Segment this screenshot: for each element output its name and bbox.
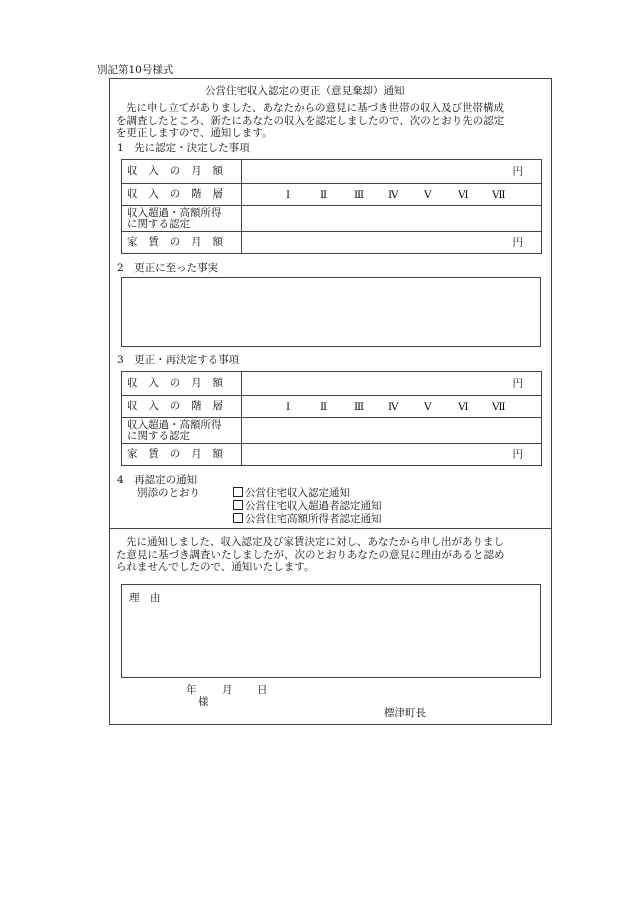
yen-unit: 円 xyxy=(512,235,523,248)
yen-unit: 円 xyxy=(512,164,523,177)
excess-row xyxy=(122,418,542,444)
option-high-income-notice[interactable]: 公営住宅高額所得者認定通知 xyxy=(233,513,382,526)
section4-heading: 4 再認定の通知 xyxy=(117,474,198,486)
addressee-suffix: 様 xyxy=(198,696,209,708)
grade-row xyxy=(122,184,542,206)
yen-unit: 円 xyxy=(512,376,523,389)
grade-value-field[interactable] xyxy=(242,184,542,206)
excess-row xyxy=(122,206,542,232)
income-row xyxy=(122,372,542,396)
grade-option[interactable]: Ⅰ xyxy=(286,400,291,413)
rejection-line: 先に通知しました、収入認定及び家賃決定に対し、あなたから申し出がありまし xyxy=(126,536,504,548)
section-divider xyxy=(110,528,551,529)
section3-heading: 3 更正・再決定する事項 xyxy=(117,354,240,366)
rent-value-field[interactable] xyxy=(242,444,542,466)
income-label: 収 入 の 月 額 xyxy=(122,372,242,396)
excess-label: 収入超過・高額所得 に関する認定 xyxy=(122,418,242,444)
grade-option[interactable]: Ⅱ xyxy=(320,188,328,201)
grade-label: 収 入 の 階 層 xyxy=(122,396,242,418)
reason-label: 理 由 xyxy=(129,592,161,604)
rent-row xyxy=(122,232,542,254)
option-receipt-notice[interactable]: 公営住宅収入認定通知 xyxy=(233,487,382,500)
intro-line: 先に申し立てがありました、あなたからの意見に基づき世帯の収入及び世帯構成 xyxy=(126,102,504,114)
checkbox[interactable] xyxy=(233,513,243,523)
intro-paragraph xyxy=(116,102,548,140)
income-value-field[interactable] xyxy=(242,372,542,396)
grade-label: 収 入 の 階 層 xyxy=(122,184,242,206)
intro-line: を更正しますので、通知します。 xyxy=(116,127,273,139)
excess-value-field[interactable] xyxy=(242,206,542,232)
section3-table xyxy=(121,371,542,466)
grade-option[interactable]: Ⅳ xyxy=(388,188,399,201)
date-year: 年 xyxy=(186,684,197,696)
reason-text-area[interactable] xyxy=(121,584,541,678)
checkbox[interactable] xyxy=(233,500,243,510)
income-label: 収 入 の 月 額 xyxy=(122,160,242,184)
option-excess-notice[interactable]: 公営住宅収入超過者認定通知 xyxy=(233,500,382,513)
excess-label: 収入超過・高額所得 に関する認定 xyxy=(122,206,242,232)
grade-option[interactable]: Ⅲ xyxy=(354,400,365,413)
excess-value-field[interactable] xyxy=(242,418,542,444)
date-month: 月 xyxy=(222,684,233,696)
document-title: 公営住宅収入認定の更正（意見棄却）通知 xyxy=(205,85,405,97)
grade-value-field[interactable] xyxy=(242,396,542,418)
grade-option[interactable]: Ⅴ xyxy=(424,400,432,413)
grade-option[interactable]: Ⅰ xyxy=(286,188,291,201)
form-number: 別記第10号様式 xyxy=(97,64,174,76)
issuer-name: 標津町長 xyxy=(384,707,426,719)
section4-sub: 別添のとおり xyxy=(137,487,200,499)
fact-text-area[interactable] xyxy=(121,277,541,347)
grade-option[interactable]: Ⅳ xyxy=(388,400,399,413)
rent-label: 家 賃 の 月 額 xyxy=(122,232,242,254)
section1-heading: 1 先に認定・決定した事項 xyxy=(117,142,250,154)
section2-heading: 2 更正に至った事実 xyxy=(117,262,219,274)
rent-label: 家 賃 の 月 額 xyxy=(122,444,242,466)
grade-option[interactable]: Ⅴ xyxy=(424,188,432,201)
intro-line: を調査したところ、新たにあなたの収入を認定しましたので、次のとおり先の認定 xyxy=(116,114,505,127)
grade-option[interactable]: Ⅵ xyxy=(458,400,469,413)
date-day: 日 xyxy=(257,684,268,696)
grade-row xyxy=(122,396,542,418)
notice-options xyxy=(233,487,382,526)
rent-value-field[interactable] xyxy=(242,232,542,254)
grade-option[interactable]: Ⅵ xyxy=(458,188,469,201)
rejection-line: られませんでしたので、通知いたします。 xyxy=(116,561,315,573)
grade-option[interactable]: Ⅶ xyxy=(492,188,506,201)
grade-option[interactable]: Ⅱ xyxy=(320,400,328,413)
income-row xyxy=(122,160,542,184)
yen-unit: 円 xyxy=(512,447,523,460)
grade-option[interactable]: Ⅲ xyxy=(354,188,365,201)
section1-table xyxy=(121,159,542,254)
income-value-field[interactable] xyxy=(242,160,542,184)
grade-option[interactable]: Ⅶ xyxy=(492,400,506,413)
checkbox[interactable] xyxy=(233,487,243,497)
rejection-line: た意見に基づき調査いたしましたが、次のとおりあなたの意見に理由があると認め xyxy=(116,548,505,561)
rent-row xyxy=(122,444,542,466)
rejection-paragraph xyxy=(116,536,548,574)
